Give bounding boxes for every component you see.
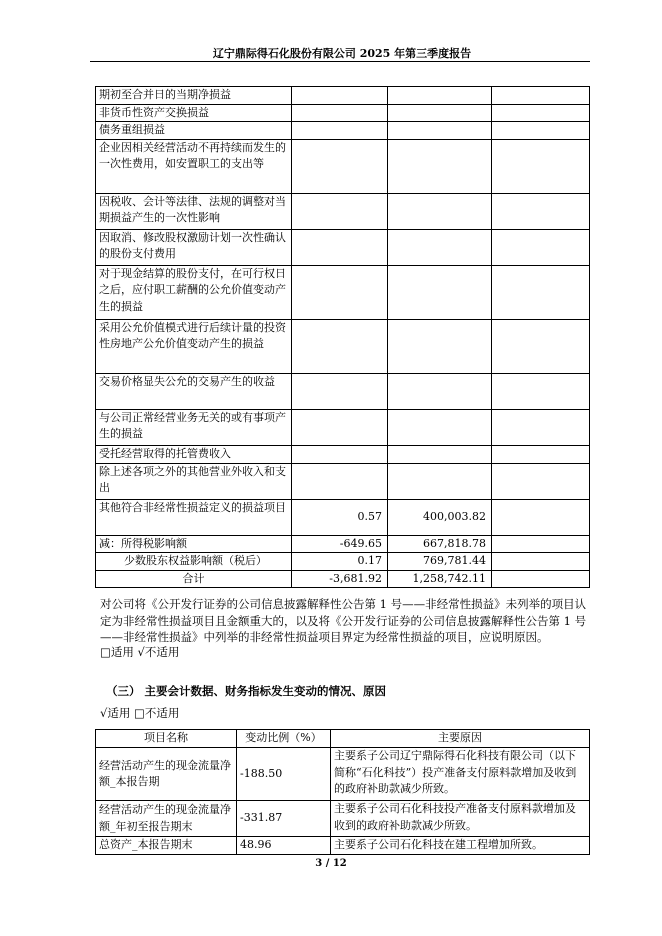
cell-value — [388, 193, 492, 229]
main-reason: 主要系子公司辽宁鼎际得石化科技有限公司（以下简称“石化科技”）投产准备支付原料款增加及收到的政府补助款减少所致。 — [331, 748, 590, 801]
cell-value: 400,003.82 — [388, 499, 492, 535]
cell-value — [292, 229, 388, 265]
cell-value: 0.57 — [292, 499, 388, 535]
cell-value: 667,818.78 — [388, 535, 492, 553]
table-row — [96, 319, 590, 373]
change-ratio: -331.87 — [237, 801, 331, 837]
cell-value — [292, 265, 388, 319]
table-row — [96, 409, 590, 445]
table-row — [96, 535, 590, 553]
cell-note — [492, 373, 590, 409]
column-header: 项目名称 — [96, 730, 237, 748]
cell-note — [492, 122, 590, 140]
row-label: 因取消、修改股权激励计划一次性确认的股份支付费用 — [96, 229, 292, 265]
table-row — [96, 104, 590, 122]
applicability-choice: □适用 √不适用 — [100, 645, 180, 659]
cell-note — [492, 87, 590, 105]
table-row — [96, 373, 590, 409]
cell-note — [492, 535, 590, 553]
cell-note — [492, 229, 590, 265]
row-label: 减：所得税影响额 — [96, 535, 292, 553]
cell-value — [388, 87, 492, 105]
row-label: 其他符合非经常性损益定义的损益项目 — [96, 499, 292, 535]
cell-value — [388, 409, 492, 445]
row-label: 交易价格显失公允的交易产生的收益 — [96, 373, 292, 409]
item-name: 经营活动产生的现金流量净额_年初至报告期末 — [96, 801, 237, 837]
table-row — [96, 553, 590, 571]
cell-note — [492, 463, 590, 499]
cell-value: 0.17 — [292, 553, 388, 571]
cell-note — [492, 265, 590, 319]
cell-note — [492, 409, 590, 445]
table-row — [96, 463, 590, 499]
table-header-row — [96, 730, 590, 748]
explanation-paragraph: 对公司将《公开发行证券的公司信息披露解释性公告第 1 号——非经常性损益》未列举的项目认定为非经常性损益项目且金额重大的，以及将《公开发行证券的公司信息披露解释性公告第 1 号——非经常性损益》中列举的非经常性损益项目界定为经常性损益的项目，应说明原因。 — [100, 597, 587, 644]
change-ratio: -188.50 — [237, 748, 331, 801]
change-ratio: 48.96 — [237, 837, 331, 855]
row-label: 采用公允价值模式进行后续计量的投资性房地产公允价值变动产生的损益 — [96, 319, 292, 373]
cell-value: -3,681.92 — [292, 570, 388, 588]
row-label: 合计 — [96, 570, 292, 588]
table-row — [96, 87, 590, 105]
cell-note — [492, 139, 590, 193]
cell-value — [292, 87, 388, 105]
cell-value — [388, 229, 492, 265]
cell-value — [388, 463, 492, 499]
cell-value — [388, 122, 492, 140]
row-label: 除上述各项之外的其他营业外收入和支出 — [96, 463, 292, 499]
cell-value — [292, 122, 388, 140]
item-name: 总资产_本报告期末 — [96, 837, 237, 855]
row-label: 少数股东权益影响额（税后） — [96, 553, 292, 571]
row-label: 对于现金结算的股份支付，在可行权日之后，应付职工薪酬的公允价值变动产生的损益 — [96, 265, 292, 319]
table-row — [96, 193, 590, 229]
table-row — [96, 265, 590, 319]
row-label: 期初至合并日的当期净损益 — [96, 87, 292, 105]
cell-note — [492, 104, 590, 122]
table-row — [96, 229, 590, 265]
table-row — [96, 499, 590, 535]
row-label: 非货币性资产交换损益 — [96, 104, 292, 122]
row-label: 因税收、会计等法律、法规的调整对当期损益产生的一次性影响 — [96, 193, 292, 229]
row-label: 与公司正常经营业务无关的或有事项产生的损益 — [96, 409, 292, 445]
cell-value — [292, 193, 388, 229]
cell-note — [492, 553, 590, 571]
column-header: 主要原因 — [331, 730, 590, 748]
cell-value — [292, 319, 388, 373]
table-row — [96, 139, 590, 193]
cell-note — [492, 445, 590, 463]
cell-value — [292, 373, 388, 409]
cell-value — [292, 445, 388, 463]
applicability-choice: √适用 □不适用 — [100, 706, 180, 720]
cell-value — [388, 445, 492, 463]
table-row — [96, 748, 590, 801]
cell-value — [388, 139, 492, 193]
cell-note — [492, 193, 590, 229]
page-header-title: 辽宁鼎际得石化股份有限公司 2025 年第三季度报告 — [212, 47, 472, 60]
main-reason: 主要系子公司石化科技投产准备支付原料款增加及收到的政府补助款减少所致。 — [331, 801, 590, 837]
cell-value: -649.65 — [292, 535, 388, 553]
cell-value — [292, 104, 388, 122]
header-rule — [90, 61, 590, 62]
page-number: 3 / 12 — [315, 858, 347, 869]
key-indicator-change-table — [95, 729, 590, 855]
item-name: 经营活动产生的现金流量净额_本报告期 — [96, 748, 237, 801]
table-row — [96, 122, 590, 140]
cell-value — [388, 319, 492, 373]
cell-value: 1,258,742.11 — [388, 570, 492, 588]
cell-value — [388, 104, 492, 122]
non-recurring-gains-table — [95, 86, 590, 588]
cell-value — [388, 373, 492, 409]
cell-value — [292, 463, 388, 499]
cell-value — [292, 409, 388, 445]
cell-note — [492, 570, 590, 588]
cell-value — [292, 139, 388, 193]
table-row — [96, 445, 590, 463]
table-row — [96, 837, 590, 855]
main-reason: 主要系子公司石化科技在建工程增加所致。 — [331, 837, 590, 855]
section-heading: （三） 主要会计数据、财务指标发生变动的情况、原因 — [106, 684, 387, 698]
table-row — [96, 801, 590, 837]
cell-value: 769,781.44 — [388, 553, 492, 571]
row-label: 受托经营取得的托管费收入 — [96, 445, 292, 463]
cell-note — [492, 319, 590, 373]
row-label: 企业因相关经营活动不再持续而发生的一次性费用，如安置职工的支出等 — [96, 139, 292, 193]
row-label: 债务重组损益 — [96, 122, 292, 140]
cell-note — [492, 499, 590, 535]
table-row-total — [96, 570, 590, 588]
cell-value — [388, 265, 492, 319]
column-header: 变动比例（%） — [237, 730, 331, 748]
